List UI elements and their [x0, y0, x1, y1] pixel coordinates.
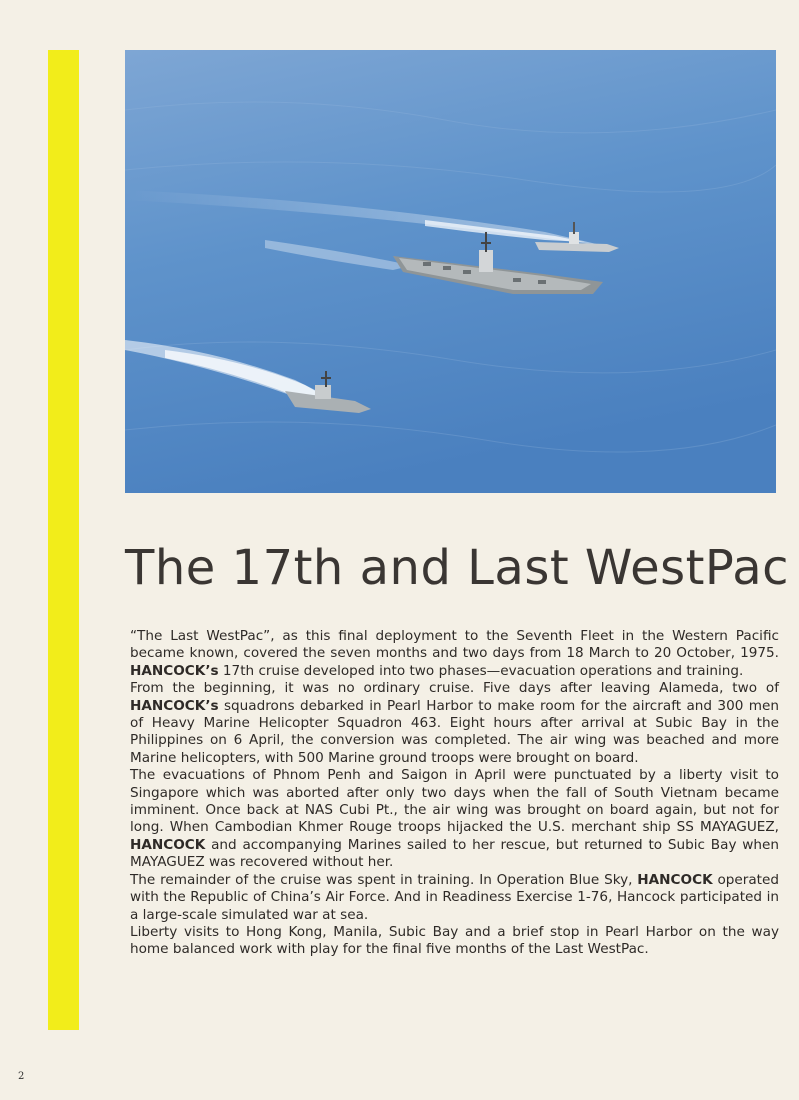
ship-name-bold: HANCOCK’s — [130, 697, 219, 714]
page-title: The 17th and Last WestPac — [125, 540, 790, 596]
text-run: Liberty visits to Hong Kong, Manila, Subic Bay and a brief stop in Pearl Harbor on the way home balanced work with play for the final five months of the Last WestPac. — [130, 923, 779, 958]
text-run: From the beginning, it was no ordinary cruise. Five days after leaving Alameda, two of — [130, 680, 779, 697]
ship-name-bold: HANCOCK — [130, 836, 206, 853]
aerial-carrier-group-photo — [125, 50, 776, 493]
paragraph — [130, 628, 779, 680]
text-run: The evacuations of Phnom Penh and Saigon in April were punctuated by a liberty visit to Singapore which was aborted after only two days when the fall of South Vietnam became imminent. Once back at NAS Cubi Pt., the air wing was brought on board again, but not for long. When Cambodian Khmer Rouge troops hijacked the U.S. merchant ship SS MAYAGUEZ, — [130, 767, 779, 836]
text-run: The remainder of the cruise was spent in training. In Operation Blue Sky, — [130, 871, 638, 888]
ship-name-bold: HANCOCK’s — [130, 662, 219, 679]
text-run: 17th cruise developed into two phases—evacuation operations and training. — [218, 662, 744, 679]
article-body — [130, 628, 779, 959]
ship-name-bold: HANCOCK — [637, 871, 713, 888]
text-run: “The Last WestPac”, as this final deployment to the Seventh Fleet in the Western Pacific became known, covered the seven months and two days from 18 March to 20 October, 1975. — [130, 628, 779, 662]
text-run: and accompanying Marines sailed to her rescue, but returned to Subic Bay when MAYAGUEZ was recovered without her. — [130, 836, 779, 871]
paragraph — [130, 680, 779, 767]
paragraph — [130, 924, 779, 959]
page-number: 2 — [18, 1071, 25, 1082]
text-run: squadrons debarked in Pearl Harbor to make room for the aircraft and 300 men of Heavy Marine Helicopter Squadron 463. Eight hours after arrival at Subic Bay in the Philippines on 6 April, the conversion was completed. The air wing was beached and more Marine helicopters, with 500 Marine ground troops were brought on board. — [130, 697, 779, 766]
yellow-accent-bar — [48, 50, 79, 1030]
paragraph — [130, 767, 779, 871]
text-run: operated with the Republic of China’s Air Force. And in Readiness Exercise 1-76, Hancock participated in a large-scale simulated war at sea. — [130, 871, 779, 923]
paragraph — [130, 872, 779, 924]
